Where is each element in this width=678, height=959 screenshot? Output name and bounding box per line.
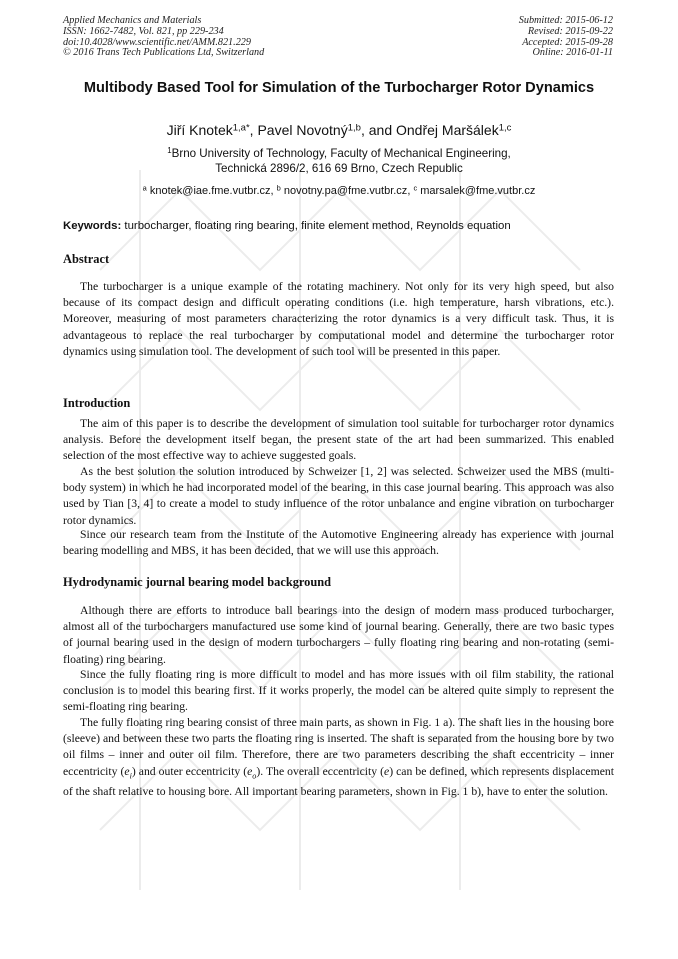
keywords-label: Keywords: bbox=[63, 220, 122, 232]
author-emails: $^a$ knotek@iae.fme.vutbr.cz, $^b$ novotny.pa@fme.vutbr.cz, $^c$ marsalek@fme.vutbr.cz bbox=[142, 183, 536, 197]
submission-dates bbox=[519, 16, 613, 59]
author-affiliation-mark: 1,b bbox=[347, 122, 361, 134]
hydrodynamic-heading: Hydrodynamic journal bearing model background bbox=[63, 575, 332, 589]
hydrodynamic-paragraph-1: Although there are efforts to introduce ball bearings into the design of modern mass produced turbocharger, almost all of the turbochargers manufactured use some kind of journal bearing. Generally, there are two basic types of journal bearing used in the design of modern turbochargers – fully floating ring bearing and non-rotating (semi-floating) ring bearing. bbox=[63, 604, 614, 666]
author-separator: , and bbox=[360, 122, 396, 138]
author-separator: , bbox=[249, 122, 258, 138]
author-name: Ondřej Maršálek bbox=[396, 122, 499, 138]
hydrodynamic-paragraph-3: The fully floating ring bearing consist of three main parts, as shown in Fig. 1 a). The shaft lies in the housing bore (sleeve) and between these two parts the floating ring is inserted. The shaft is separated from the housing bore by two oil films – inner and outer oil film. Therefore, there are two parameters describing the shaft eccentricity – inner eccentricity $(e_i)$ and outer eccentricity $(e_o)$. The overall eccentricity (e) can be defined, which represents displacement of the shaft relative to housing bore. All important bearing parameters, shown in Fig. 1 b), have to enter the solution. bbox=[63, 716, 614, 799]
affiliation-mark: 1 bbox=[167, 146, 172, 156]
online-date: Online: 2016-01-11 bbox=[532, 47, 613, 59]
email-mark: b bbox=[276, 183, 281, 193]
keywords-text: turbocharger, floating ring bearing, finite element method, Reynolds equation bbox=[124, 220, 511, 232]
symbol-e: e bbox=[124, 764, 130, 778]
abstract-heading: Abstract bbox=[63, 252, 110, 266]
affiliation bbox=[60, 147, 618, 176]
journal-issn: ISSN: 1662-7482, Vol. 821, pp 229-234 bbox=[63, 25, 224, 37]
author-affiliation-mark: 1,c bbox=[498, 122, 512, 134]
affiliation-line-2: Technická 2896/2, 616 69 Brno, Czech Republic bbox=[215, 161, 463, 175]
email-link[interactable]: marsalek@fme.vutbr.cz bbox=[420, 185, 536, 197]
email-link[interactable]: knotek@iae.fme.vutbr.cz bbox=[149, 185, 271, 197]
email-mark: a bbox=[142, 183, 147, 193]
introduction-heading: Introduction bbox=[63, 396, 131, 410]
abstract-paragraph: The turbocharger is a unique example of the rotating machinery. Not only for its very high speed, but also because of its compact design and difficult operating conditions (i.e. high temperature, harsh vibrations, etc.). Moreover, measuring of most parameters characterizing the rotor dynamics is a very difficult task. Thus, it is advantageous to replace the real turbocharger by computational model and determine the turbocharger rotor dynamics using simulation tool. The development of such tool will be presented in this paper. bbox=[63, 280, 614, 358]
journal-copyright: © 2016 Trans Tech Publications Ltd, Switzerland bbox=[63, 47, 265, 59]
accepted-date: Accepted: 2015-09-28 bbox=[522, 36, 613, 48]
journal-name: Applied Mechanics and Materials bbox=[63, 15, 202, 26]
journal-info bbox=[63, 16, 264, 59]
affiliation-line-1: $^1$Brno University of Technology, Faculty of Mechanical Engineering, bbox=[167, 146, 511, 160]
subscript-o: o bbox=[252, 770, 257, 780]
paper-title: Multibody Based Tool for Simulation of the Turbocharger Rotor Dynamics bbox=[83, 80, 595, 96]
hydrodynamic-paragraph-2: Since the fully floating ring is more difficult to model and has more issues with oil film stability, the rational conclusion is to model this bearing first. If it works properly, the model can be altered quite simply to represent the semi-floating ring bearing. bbox=[63, 668, 614, 714]
email-mark: c bbox=[413, 183, 418, 193]
symbol-e: e bbox=[384, 764, 390, 778]
keywords bbox=[63, 219, 623, 233]
submitted-date: Submitted: 2015-06-12 bbox=[518, 15, 613, 26]
author-name: Jiří Knotek bbox=[166, 122, 233, 138]
author-name: Pavel Novotný bbox=[257, 122, 348, 138]
introduction-paragraph-1: The aim of this paper is to describe the development of simulation tool suitable for turbocharger rotor dynamics analysis. Before the development itself began, the present state of the art had been summarized. This enabled selection of the most effective way to achieve suggested goals. bbox=[63, 417, 614, 463]
author-list bbox=[60, 121, 618, 139]
email-link[interactable]: novotny.pa@fme.vutbr.cz bbox=[283, 185, 408, 197]
introduction-paragraph-3: Since our research team from the Institute of the Automotive Engineering already has experience with journal bearing modelling and MBS, it has been decided, that we will use this approach. bbox=[63, 528, 614, 558]
introduction-paragraph-2: As the best solution the solution introduced by Schweizer [1, 2] was selected. Schweizer used the MBS (multi-body system) in which he had incorporated model of the bearing, in this case journal bearing. This approach was also used by Tian [3, 4] to create a model to study influence of the rotor unbalance and engine vibration on turbocharger rotor dynamics. bbox=[63, 465, 614, 527]
symbol-e: e bbox=[247, 764, 253, 778]
subscript-i: i bbox=[129, 770, 132, 780]
author-affiliation-mark: 1,a* bbox=[232, 122, 250, 134]
revised-date: Revised: 2015-09-22 bbox=[527, 25, 613, 37]
journal-doi: doi:10.4028/www.scientific.net/AMM.821.229 bbox=[63, 36, 251, 48]
